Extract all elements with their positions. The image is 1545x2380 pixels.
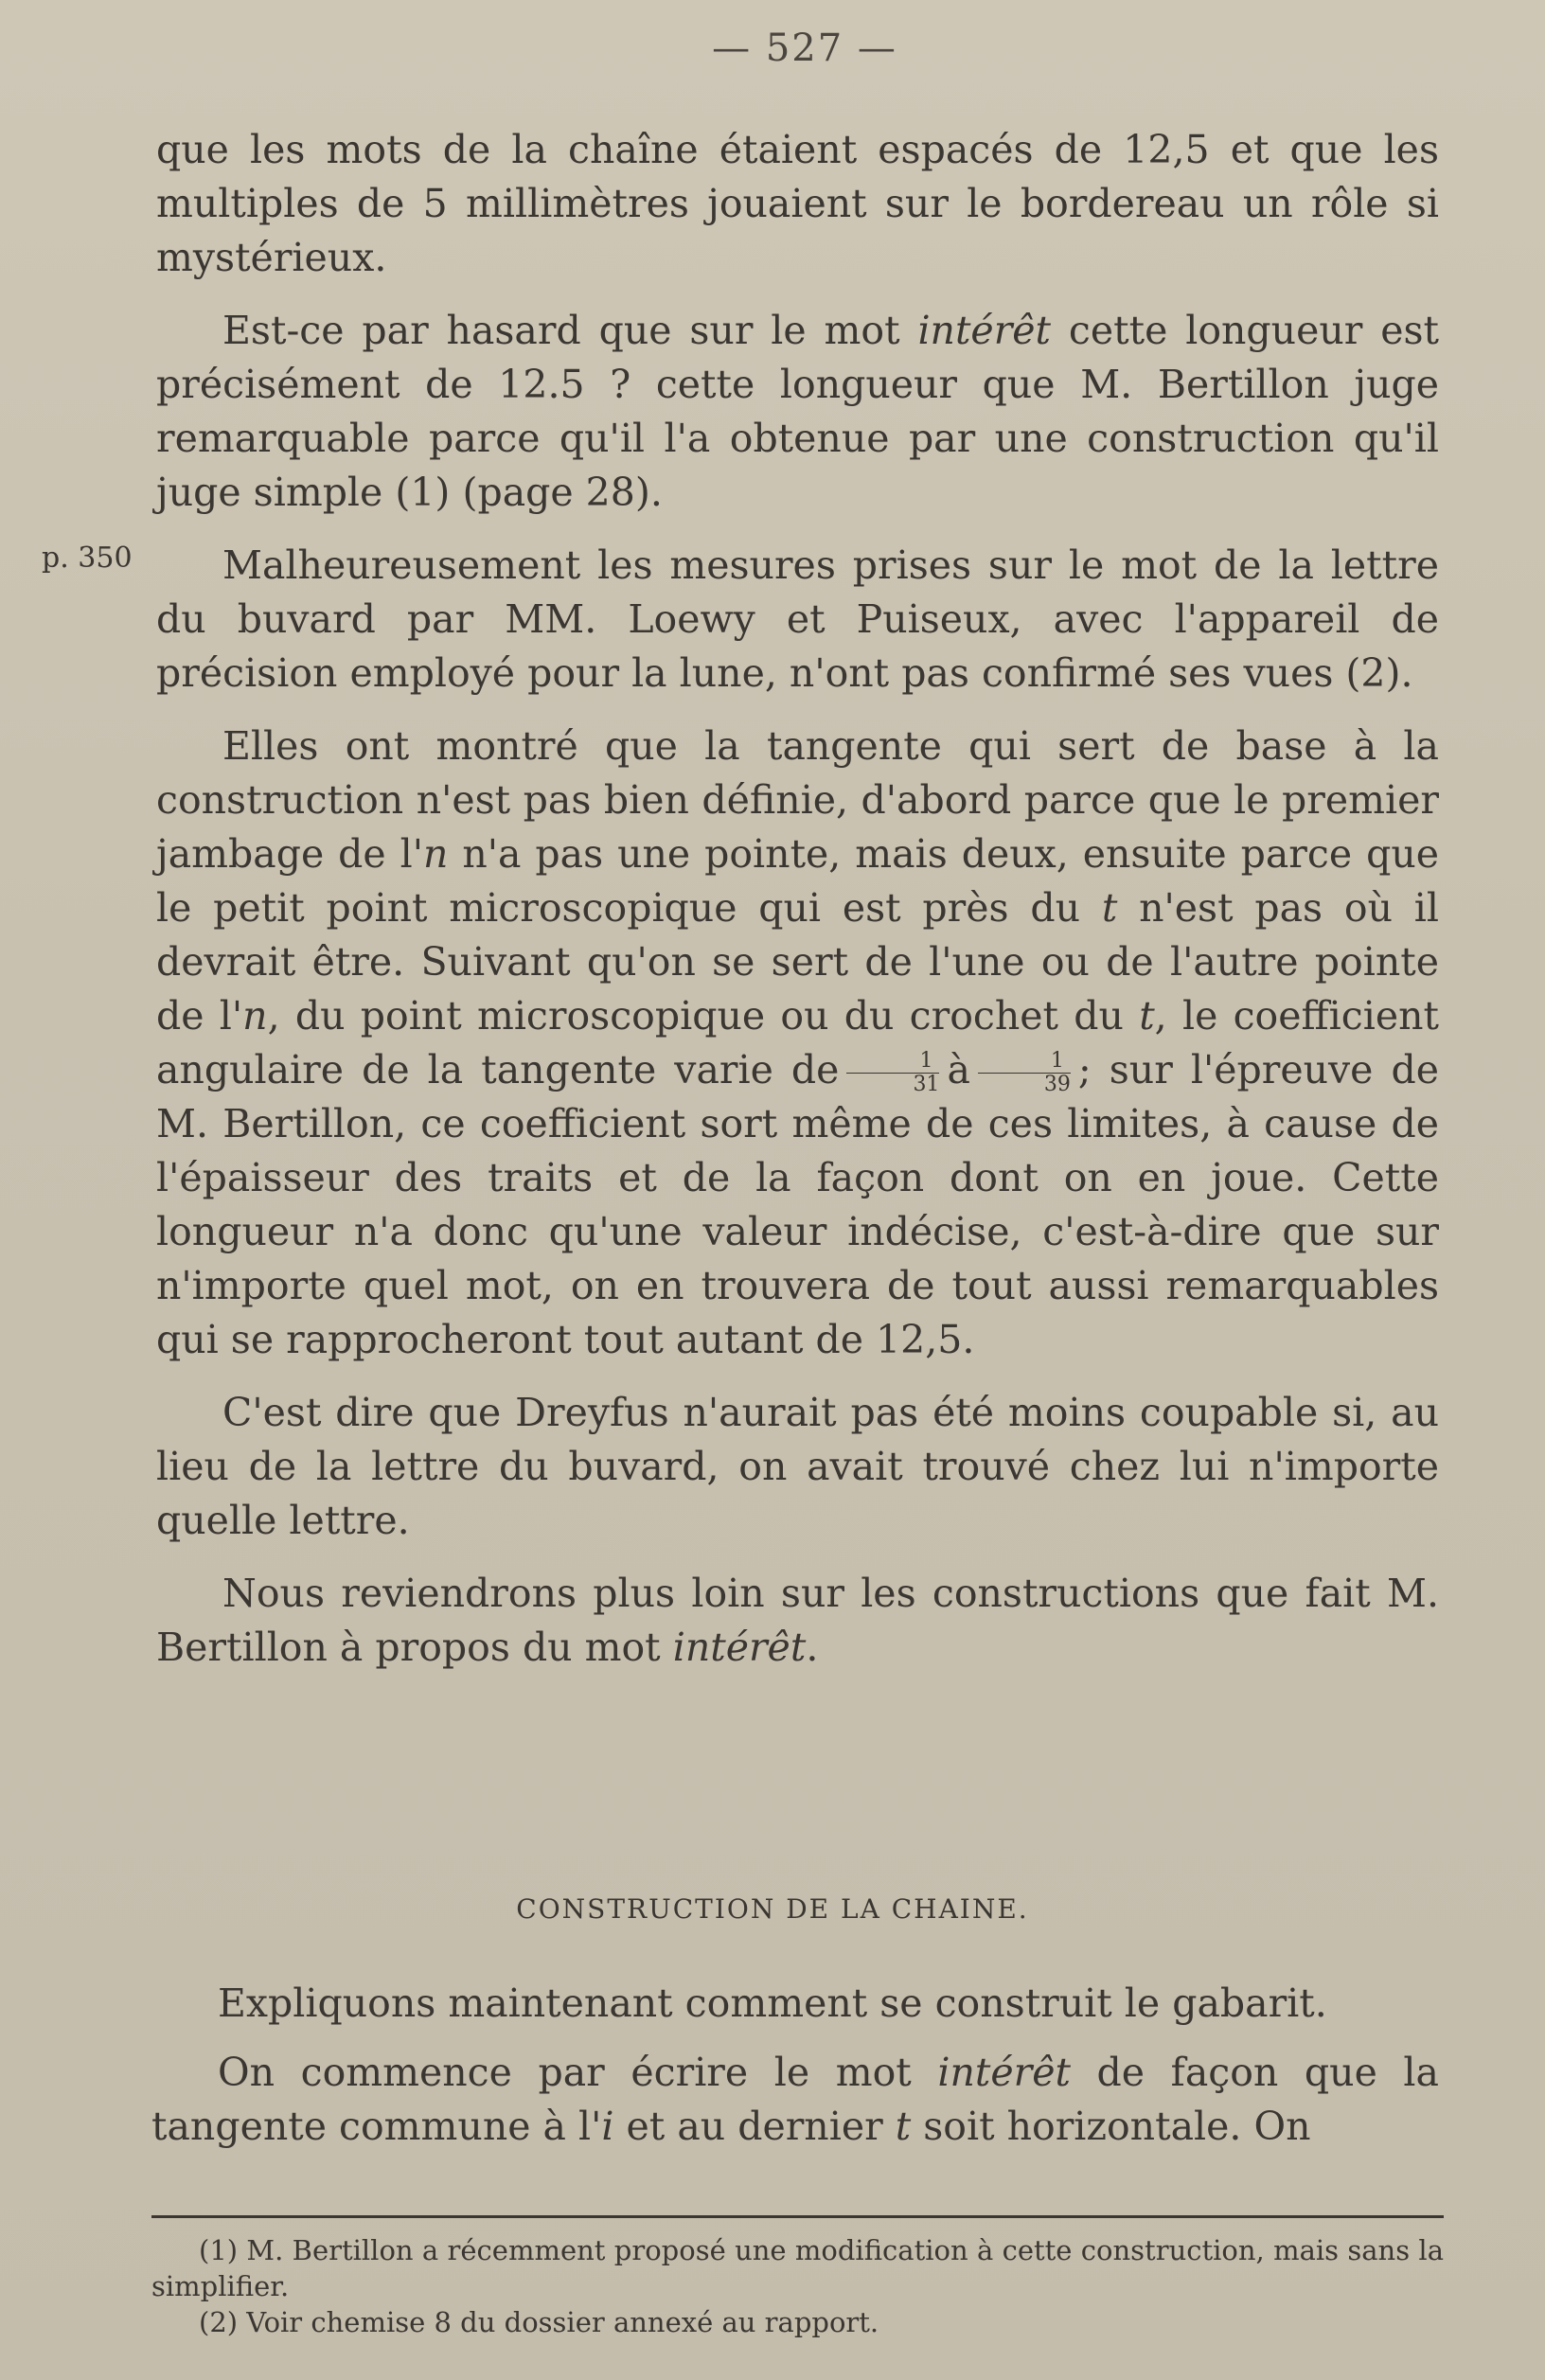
section-paragraph-1-text: Expliquons maintenant comment se construit le gabarit. — [218, 1980, 1327, 2026]
paragraph-6-text-b: . — [806, 1625, 819, 1670]
paragraph-4-italic-n1: n — [423, 831, 449, 877]
section-text — [151, 1977, 1439, 2169]
footnote-divider — [151, 2215, 1444, 2218]
paragraph-1 — [156, 123, 1439, 285]
footnote-1: (1) M. Bertillon a récemment proposé une modification à cette construction, mais sans la simplifier. — [151, 2234, 1444, 2302]
paragraph-6-italic: intérêt — [672, 1625, 807, 1670]
paragraph-4-text-f: à — [947, 1047, 970, 1092]
fraction-1 — [846, 1050, 939, 1096]
page-number: — 527 — — [712, 27, 897, 70]
section-paragraph-2-text-a: On commence par écrire le mot — [218, 2050, 938, 2095]
section-paragraph-2-text-d: soit horizontale. On — [911, 2104, 1311, 2149]
section-heading: CONSTRUCTION DE LA CHAINE. — [516, 1893, 1029, 1925]
paragraph-4-text-e: , le coefficient angulaire de la tangente varie de — [156, 993, 1439, 1092]
paragraph-5 — [156, 1386, 1439, 1548]
paragraph-4-text-g: ; sur l'épreuve de M. Bertillon, ce coefficient sort même de ces limites, à cause de l'épaisseur des traits et de la façon dont on en joue. Cette longueur n'a donc qu'une valeur indécise, c'est-à-dire que sur n'importe quel mot, on en trouvera de tout aussi remarquables qui se rapprocheront tout autant de 12,5. — [156, 1047, 1439, 1362]
section-paragraph-2-italic: intérêt — [937, 2050, 1071, 2095]
paragraph-6-text-a: Nous reviendrons plus loin sur les constructions que fait M. Bertillon à propos du mot — [156, 1571, 1439, 1670]
section-paragraph-2-italic-i: i — [601, 2104, 614, 2149]
fraction-2-numerator: 1 — [978, 1050, 1071, 1074]
paragraph-4-text-b: n'a pas une pointe, mais deux, ensuite parce que le petit point microscopique qui est près du — [156, 831, 1439, 931]
section-paragraph-2-text-b: de façon que la tangente commune à l' — [151, 2050, 1439, 2149]
paragraph-4-text-d: , du point microscopique ou du crochet du — [267, 993, 1140, 1039]
paragraph-4 — [156, 719, 1439, 1367]
paragraph-6 — [156, 1567, 1439, 1675]
footnote-2: (2) Voir chemise 8 du dossier annexé au rapport. — [199, 2306, 879, 2338]
fraction-2 — [978, 1050, 1071, 1096]
paragraph-4-italic-t1: t — [1101, 885, 1118, 931]
paragraph-4-text-c: n'est pas où il devrait être. Suivant qu'on se sert de l'une ou de l'autre pointe de l' — [156, 885, 1439, 1039]
paragraph-3 — [156, 539, 1439, 701]
paragraph-2 — [156, 304, 1439, 520]
paragraph-4-italic-n2: n — [242, 993, 268, 1039]
section-paragraph-2 — [151, 2046, 1439, 2154]
paragraph-2-italic: intérêt — [917, 308, 1052, 353]
main-text — [156, 123, 1439, 1694]
paragraph-2-text-a: Est-ce par hasard que sur le mot — [222, 308, 918, 353]
footnotes — [151, 2232, 1444, 2340]
margin-reference: p. 350 — [42, 542, 133, 575]
section-paragraph-1 — [151, 1977, 1439, 2031]
paragraph-5-text: C'est dire que Dreyfus n'aurait pas été moins coupable si, au lieu de la lettre du buvard, on avait trouvé chez lui n'importe quelle lettre. — [156, 1390, 1439, 1543]
paragraph-4-italic-t2: t — [1139, 993, 1155, 1039]
fraction-1-numerator: 1 — [846, 1050, 939, 1074]
paragraph-2-text-b: cette longueur est précisément de 12.5 ? cette longueur que M. Bertillon juge remarquable parce qu'il l'a obtenue par une construction qu'il juge simple (1) (page 28). — [156, 308, 1439, 515]
fraction-2-denominator: 39 — [1043, 1073, 1071, 1096]
paragraph-3-text: Malheureusement les mesures prises sur le mot de la lettre du buvard par MM. Loewy et Puiseux, avec l'appareil de précision employé pour la lune, n'ont pas confirmé ses vues (2). — [156, 542, 1439, 696]
paragraph-4-text-a: Elles ont montré que la tangente qui sert de base à la construction n'est pas bien définie, d'abord parce que le premier jambage de l' — [156, 723, 1439, 877]
paragraph-1-text: que les mots de la chaîne étaient espacés de 12,5 et que les multiples de 5 millimètres jouaient sur le bordereau un rôle si mystérieux. — [156, 127, 1439, 280]
section-paragraph-2-italic-t: t — [895, 2104, 912, 2149]
fraction-1-denominator: 31 — [913, 1073, 940, 1096]
section-paragraph-2-text-c: et au dernier — [613, 2104, 896, 2149]
